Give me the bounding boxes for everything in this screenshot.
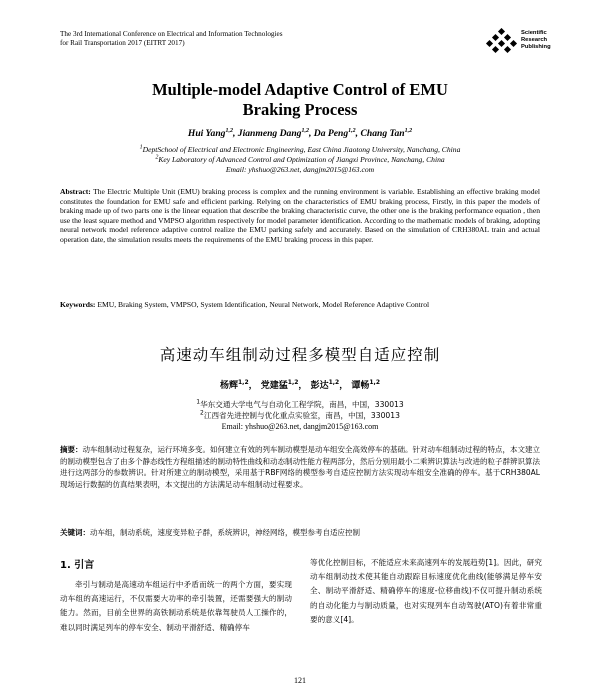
publisher-name-line-3: Publishing	[521, 44, 551, 50]
chinese-author-name: 谭畅	[351, 381, 370, 391]
author-affiliation-mark: 1,2	[404, 127, 413, 134]
keywords-label: Keywords:	[60, 300, 96, 309]
intro-paragraph-left: 牵引与制动是高速动车组运行中矛盾而统一的两个方面，要实现动车组的高速运行，不仅需要大功率的牵引装置，还需要强大的制动能力。然而，目前全世界的高铁制动系统是依靠驾驶员人工操作的，难以同时满足列车的停车安全、制动平滑舒适、精确停车	[60, 580, 292, 632]
affiliation-2-text: Key Laboratory of Advanced Control and Optimization of Jiangxi Province, Nanchang, China	[158, 155, 445, 164]
chinese-affiliation-2-mark: 2	[200, 409, 204, 417]
chinese-affiliation-1	[60, 400, 540, 410]
chinese-affiliation-1-text: 华东交通大学电气与自动化工程学院，南昌，中国，330013	[200, 400, 404, 409]
paper-title-line-2: Braking Process	[242, 100, 358, 119]
abstract-text: The Electric Multiple Unit (EMU) braking process is complex and the running environment is variable. Establishing an effective braking model constitutes the foundation for EMU safe and efficient parking. Relying on the characteristics of EMU braking process, Firstly, in this paper the models of braking made up of two parts one is the linear equation that describe the braking characteristic curve, the other one is the braking performance equation , then use the least square method and VMPSO algorithm respectively for model parameter identification. According to the mathematic models of braking, adopting neural network model reference adaptive control realize the EMU parking safely and accurately. Based on the simulation of CRH380AL train and actual operation date, the simulation results meets the requirements of the EMU braking process in this paper.	[60, 187, 540, 244]
chinese-keywords	[60, 528, 540, 538]
author-name: Chang Tan	[360, 128, 405, 139]
author-affiliation-mark: 1,2	[225, 127, 233, 134]
chinese-abstract-label: 摘要：	[60, 445, 83, 454]
chinese-author-name: 彭达	[310, 381, 329, 391]
chinese-affiliation-2	[60, 411, 540, 421]
publisher-name-line-1: Scientific	[521, 30, 547, 36]
affiliation-1-mark: 1	[139, 144, 143, 151]
chinese-author-mark: 1,2	[328, 379, 340, 386]
publisher-logo	[484, 26, 594, 62]
conference-line-1: The 3rd International Conference on Electrical and Information Technologies	[60, 30, 283, 38]
chinese-author-email: Email: yhshuo@263.net, dangjm2015@163.com	[221, 422, 379, 431]
chinese-keywords-label: 关键词：	[60, 528, 90, 537]
intro-left-column	[60, 556, 292, 635]
english-abstract	[60, 187, 540, 245]
author-email: Email: yhshuo@263.net, dangjm2015@163.com	[225, 165, 375, 174]
conference-header	[60, 30, 360, 48]
chinese-abstract	[60, 444, 540, 491]
intro-paragraph-right: 等优化控制目标，不能适应未来高速列车的发展趋势[1]。因此，研究动车组制动技术使其能自动跟踪目标速度优化曲线(能够满足停车安全、制动平滑舒适、精确停车的速度-位移曲线)不仅可提升制动系统的自动化能力与制动质量，也对实现列车自动驾驶(ATO)有着非常重要的意义[4]。	[310, 558, 542, 624]
chinese-affiliation-1-mark: 1	[196, 398, 201, 406]
affiliation-2	[60, 155, 540, 164]
affiliation-1-text: DeptSchool of Electrical and Electronic Engineering, East China Jiaotong University, Nanchang, China	[142, 145, 461, 154]
chinese-author-mark: 1,2	[237, 379, 249, 386]
chinese-author-name: 杨辉	[219, 381, 238, 391]
chinese-title: 高速动车组制动过程多模型自适应控制	[159, 346, 441, 364]
chinese-author-list: 杨辉$^{1,2}$， 党建猛$^{1,2}$， 彭达$^{1,2}$， 谭畅$^{1,2}$	[219, 379, 381, 391]
section-heading-introduction: 1. 引言	[60, 560, 95, 571]
author-name: Da Peng	[313, 128, 349, 139]
keywords-text: EMU, Braking System, VMPSO, System Identification, Neural Network, Model Reference Adaptive Control	[97, 300, 430, 309]
author-affiliation-mark: 1,2	[301, 127, 309, 134]
conference-line-2: for Rail Transportation 2017 (EITRT 2017)	[60, 39, 185, 47]
chinese-author-mark: 1,2	[287, 379, 299, 386]
affiliation-1	[60, 145, 540, 154]
chinese-abstract-text: 动车组制动过程复杂，运行环境多变。如何建立有效的列车制动模型是动车组安全高效停车的基础。针对动车组制动过程的特点，本文建立的制动模型包含了由多个静态线性方程组描述的制动特性曲线和动态制动性能方程两部分，然后分别用最小二乘辨识算法与改进的粒子群辨识算法进行这两部分的参数辨识。针对所建立的制动模型，采用基于RBF网络的模型参考自适应控制方法实现动车组安全准确的停车。基于CRH380AL现场运行数据的仿真结果表明，本文提出的方法满足动车组制动过程要求。	[60, 445, 540, 490]
publisher-name-line-2: Research	[521, 37, 548, 43]
chinese-keywords-text: 动车组，制动系统，速度变异粒子群，系统辨识，神经网络，模型参考自适应控制	[90, 528, 360, 537]
paper-title-line-1: Multiple-model Adaptive Control of EMU	[152, 80, 448, 99]
author-name: Jianmeng Dang	[237, 128, 302, 139]
author-list: Hui Yang$^{1,2}$, Jianmeng Dang$^{1,2}$, Da Peng$^{1,2}$, Chang Tan$^{1,2}$	[187, 127, 413, 139]
intro-right-column	[310, 556, 542, 627]
publisher-logo-icon	[484, 28, 518, 54]
affiliation-2-mark: 2	[155, 154, 159, 161]
author-affiliation-mark: 1,2	[348, 127, 356, 134]
english-keywords	[60, 300, 540, 310]
abstract-label: Abstract:	[60, 187, 91, 196]
author-name: Hui Yang	[187, 128, 226, 139]
page-number: 121	[294, 676, 306, 683]
paper-title	[60, 80, 540, 120]
chinese-author-name: 党建猛	[260, 381, 288, 391]
chinese-affiliation-2-text: 江西省先进控制与优化重点实验室，南昌，中国，330013	[203, 411, 400, 420]
chinese-author-mark: 1,2	[369, 379, 381, 386]
